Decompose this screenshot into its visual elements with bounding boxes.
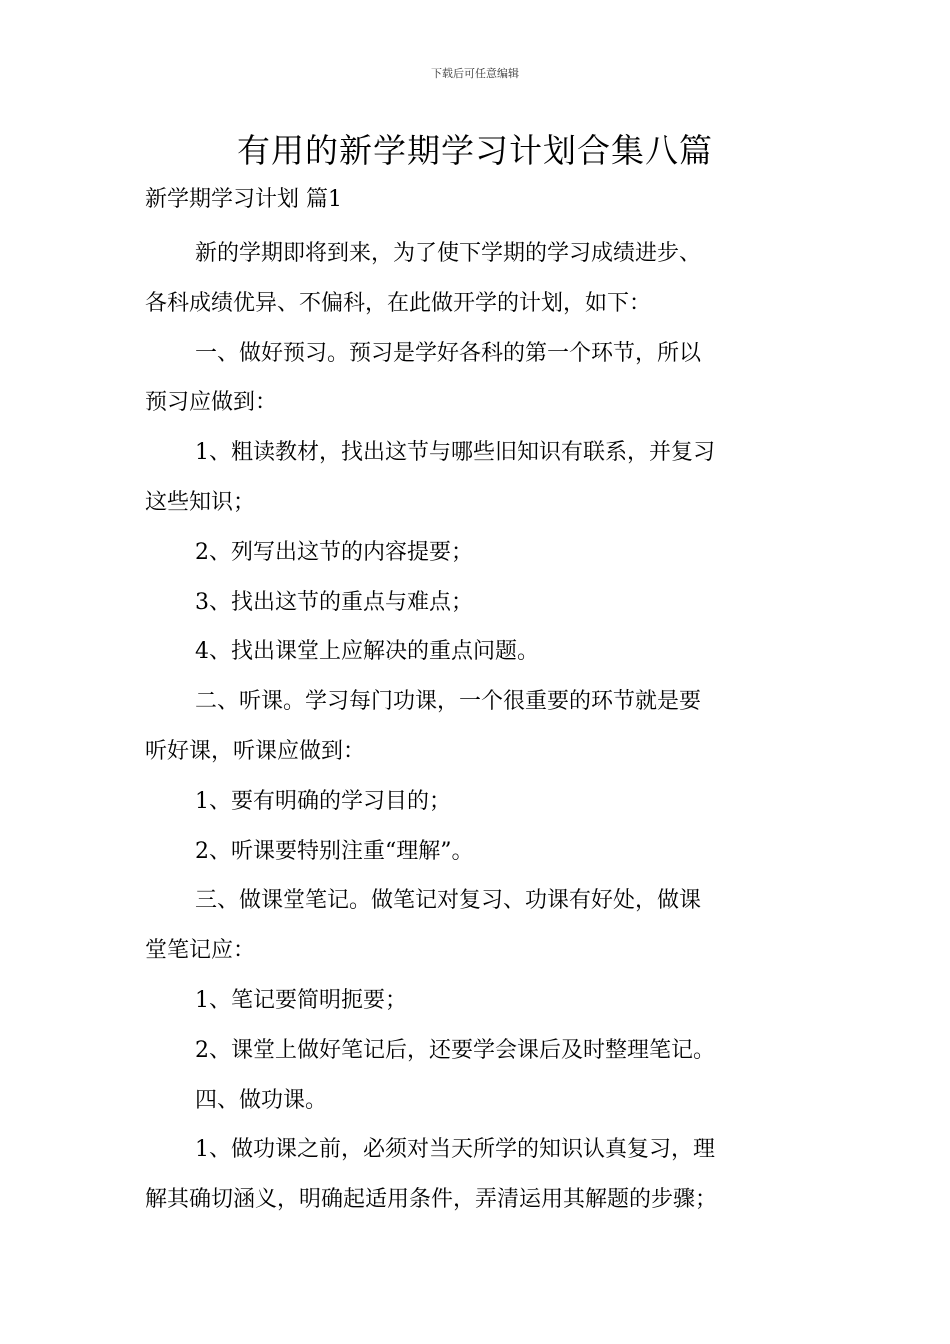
paragraph — [145, 578, 807, 628]
text-line: 三、做课堂笔记。做笔记对复习、功课有好处，做课 — [195, 888, 702, 914]
paragraph — [145, 1026, 807, 1076]
text-line: 这些知识； — [145, 489, 256, 515]
text-line: 3、找出这节的重点与难点； — [195, 589, 473, 615]
text-line: 1、要有明确的学习目的； — [195, 788, 451, 814]
paragraph — [145, 827, 807, 877]
text-line: 1、做功课之前，必须对当天所学的知识认真复习，理 — [195, 1137, 715, 1163]
text-line: 4、找出课堂上应解决的重点问题。 — [195, 639, 539, 665]
section-heading: 新学期学习计划 篇1 — [145, 187, 342, 212]
text-line: 二、听课。学习每门功课，一个很重要的环节就是要 — [195, 689, 702, 715]
paragraph — [145, 627, 807, 677]
text-line: 解其确切涵义，明确起适用条件，弄清运用其解题的步骤； — [145, 1187, 718, 1213]
paragraph — [145, 777, 807, 827]
paragraph — [145, 1076, 807, 1126]
text-line: 1、粗读教材，找出这节与哪些旧知识有联系，并复习 — [195, 440, 715, 466]
header-note: 下载后可任意编辑 — [431, 67, 519, 80]
paragraph — [145, 876, 807, 976]
paragraph — [145, 1125, 807, 1225]
paragraph — [145, 528, 807, 578]
paragraph — [145, 976, 807, 1026]
paragraph — [145, 229, 807, 329]
text-line: 2、听课要特别注重“理解”。 — [195, 838, 474, 864]
text-line: 各科成绩优异、不偏科，在此做开学的计划，如下： — [145, 290, 652, 316]
text-line: 2、课堂上做好笔记后，还要学会课后及时整理笔记。 — [195, 1037, 715, 1063]
text-line: 2、列写出这节的内容提要； — [195, 539, 473, 565]
text-line: 听好课，听课应做到： — [145, 738, 366, 764]
text-line: 预习应做到： — [145, 390, 278, 416]
text-line: 1、笔记要简明扼要； — [195, 987, 407, 1013]
text-line: 一、做好预习。预习是学好各科的第一个环节，所以 — [195, 340, 702, 366]
text-line: 四、做功课。 — [195, 1087, 328, 1113]
paragraph — [145, 428, 807, 528]
text-line: 新的学期即将到来，为了使下学期的学习成绩进步、 — [195, 241, 702, 266]
paragraph — [145, 677, 807, 777]
paragraph — [145, 329, 807, 429]
text-line: 堂笔记应： — [145, 938, 256, 964]
document-title: 有用的新学期学习计划合集八篇 — [237, 131, 713, 170]
document-body — [145, 229, 807, 1225]
